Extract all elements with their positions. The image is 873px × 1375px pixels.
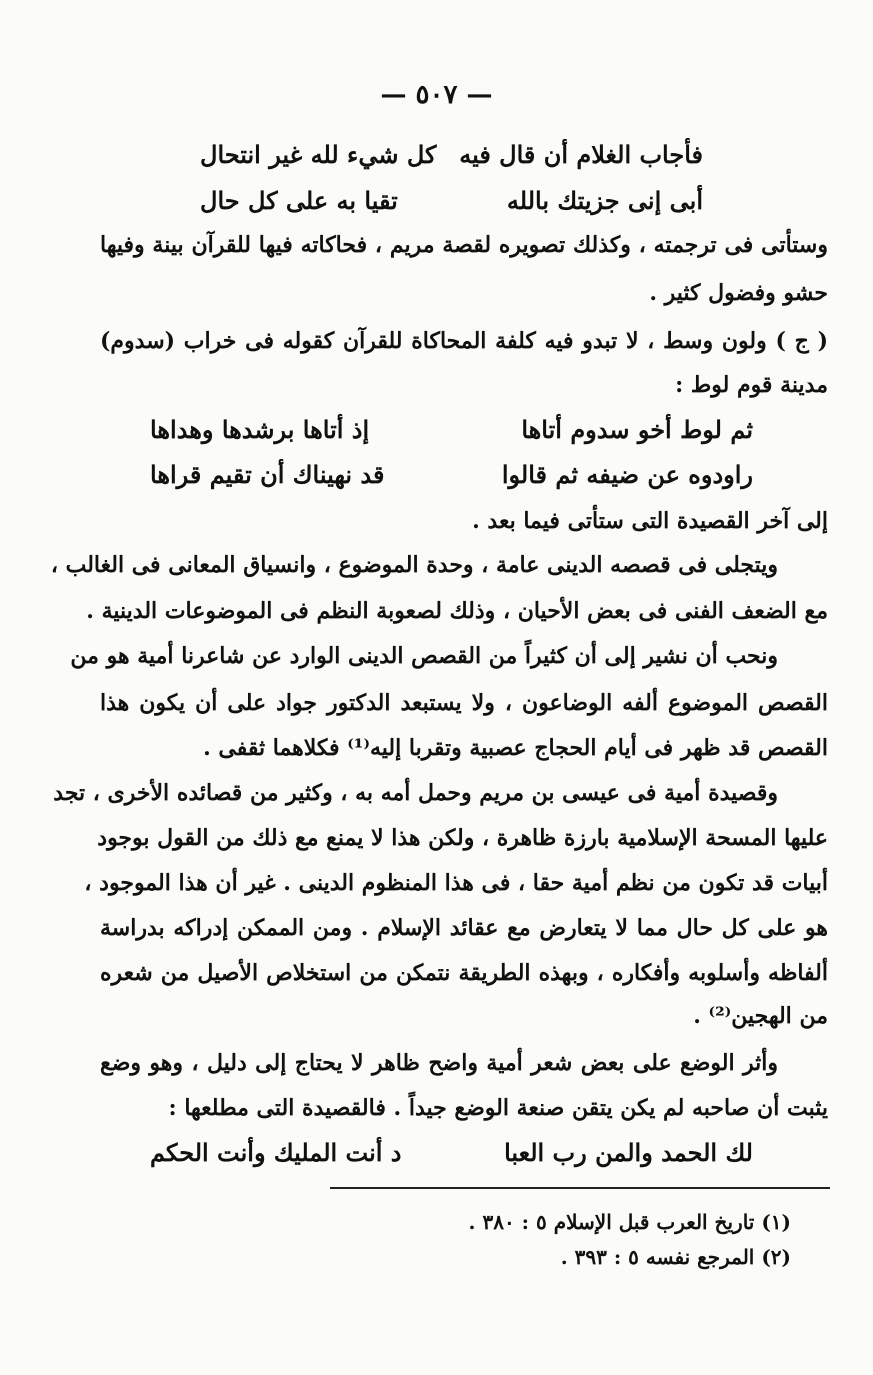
verse-1-first-hemistich: فأجاب الغلام أن قال فيه	[459, 140, 703, 169]
paragraph-line: ألفاظه وأسلوبه وأفكاره ، وبهذه الطريقة نتمكن من استخلاص الأصيل من شعره	[100, 960, 828, 986]
paragraph-line: وقصيدة أمية فى عيسى بن مريم وحمل أمه به ، وكثير من قصائده الأخرى ، تجد	[53, 780, 778, 806]
paragraph-line: القصص الموضوع ألفه الوضاعون ، ولا يستبعد الدكتور جواد على أن يكون هذا	[100, 690, 828, 716]
paragraph-line: حشو وفضول كثير .	[649, 280, 828, 306]
footnote-2: (٢) المرجع نفسه ٥ : ٣٩٣ .	[560, 1245, 791, 1269]
paragraph-line: أبيات قد تكون من نظم أمية حقا ، فى هذا المنظوم الدينى . غير أن هذا الموجود ،	[84, 870, 828, 896]
verse-3-first-hemistich: ثم لوط أخو سدوم أتاها	[521, 415, 753, 444]
paragraph-line: القصص قد ظهر فى أيام الحجاج عصبية وتقربا إليه⁽¹⁾ فكلاهما ثقفى .	[203, 735, 828, 761]
paragraph-line: وأثر الوضع على بعض شعر أمية واضح ظاهر لا يحتاج إلى دليل ، وهو وضع	[100, 1050, 778, 1076]
verse-2-first-hemistich: أبى إنى جزيتك بالله	[506, 186, 703, 215]
paragraph-line: هو على كل حال مما لا يتعارض مع عقائد الإسلام . ومن الممكن إدراكه بدراسة	[100, 915, 828, 941]
verse-2-second-hemistich: تقيا به على كل حال	[200, 186, 398, 215]
paragraph-line: يثبت أن صاحبه لم يكن يتقن صنعة الوضع جيداً . فالقصيدة التى مطلعها :	[168, 1095, 828, 1121]
page-number: — ٥٠٧ —	[380, 80, 493, 110]
verse-5-second-hemistich: د أنت المليك وأنت الحكم	[150, 1138, 402, 1167]
verse-5-first-hemistich: لك الحمد والمن رب العبا	[504, 1138, 753, 1167]
paragraph-line: عليها المسحة الإسلامية بارزة ظاهرة ، ولكن هذا لا يمنع مع ذلك من القول بوجود	[97, 825, 828, 851]
verse-1-second-hemistich: كل شيء لله غير انتحال	[200, 140, 437, 169]
paragraph-line: مع الضعف الفنى فى بعض الأحيان ، وذلك لصعوبة النظم فى الموضوعات الدينية .	[86, 598, 828, 624]
paragraph-line: إلى آخر القصيدة التى ستأتى فيما بعد .	[472, 508, 828, 534]
paragraph-line: ويتجلى فى قصصه الدينى عامة ، وحدة الموضوع ، وانسياق المعانى فى الغالب ،	[50, 552, 778, 578]
footnote-1: (١) تاريخ العرب قبل الإسلام ٥ : ٣٨٠ .	[468, 1210, 791, 1234]
verse-3-second-hemistich: إذ أتاها برشدها وهداها	[150, 415, 370, 444]
paragraph-line: مدينة قوم لوط :	[675, 372, 828, 398]
verse-4-first-hemistich: راودوه عن ضيفه ثم قالوا	[501, 460, 753, 489]
paragraph-line: من الهجين⁽²⁾ .	[693, 1003, 828, 1029]
paragraph-line: ( ج ) ولون وسط ، لا تبدو فيه كلفة المحاكاة للقرآن كقوله فى خراب (سدوم)	[100, 328, 828, 354]
paragraph-line: وستأتى فى ترجمته ، وكذلك تصويره لقصة مريم ، فحاكاته فيها للقرآن بينة وفيها	[100, 232, 828, 258]
footnote-divider	[330, 1187, 830, 1189]
paragraph-line: ونحب أن نشير إلى أن كثيراً من القصص الدينى الوارد عن شاعرنا أمية هو من	[70, 643, 778, 669]
verse-4-second-hemistich: قد نهيناك أن تقيم قراها	[150, 460, 385, 489]
